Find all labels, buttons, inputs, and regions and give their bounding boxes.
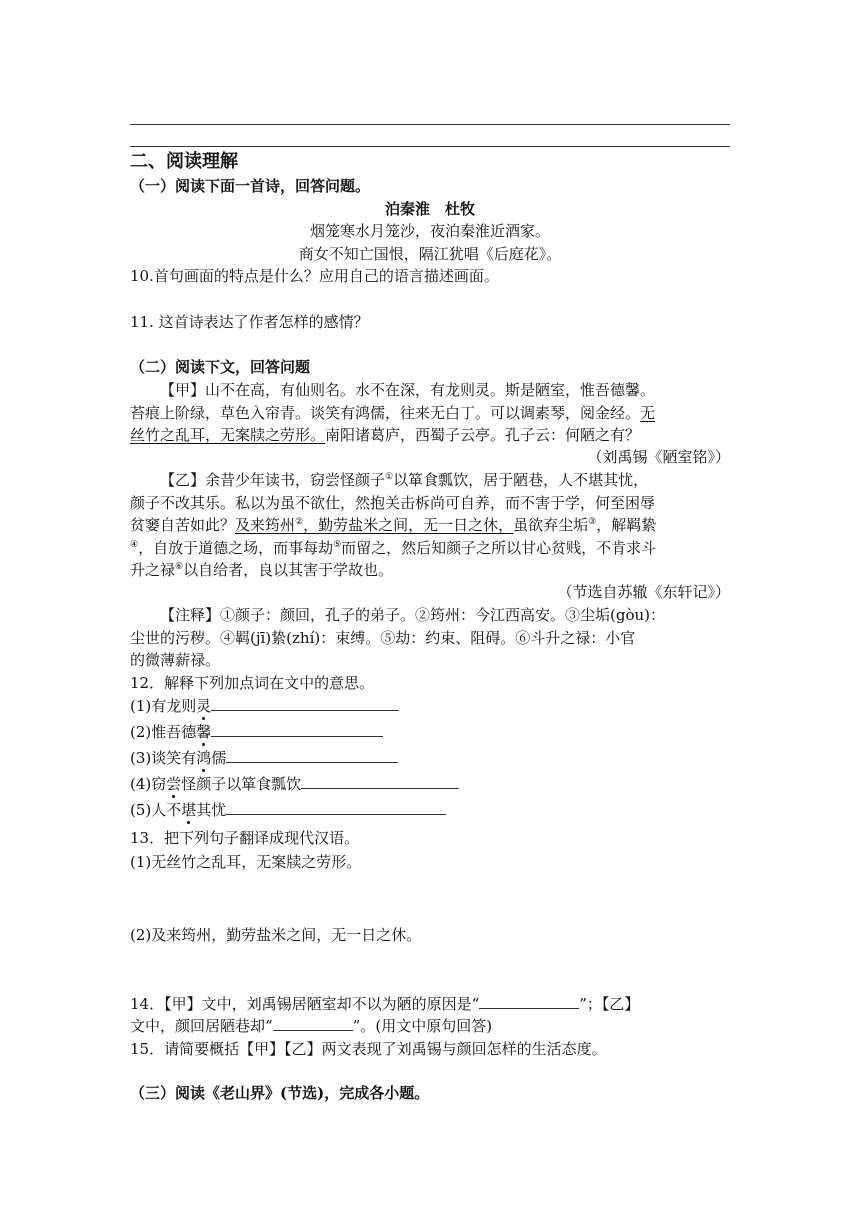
yi-line-4 bbox=[130, 537, 730, 559]
part1-heading: （一）阅读下面一首诗，回答问题。 bbox=[130, 177, 371, 195]
q14-text-d: ”。(用文中原句回答) bbox=[352, 1017, 493, 1035]
question-14-line-1 bbox=[130, 993, 730, 1015]
answer-blank[interactable] bbox=[211, 722, 383, 737]
jia-line-3-text: 南阳诸葛庐，西蜀子云亭。孔子云：何陋之有？ bbox=[325, 426, 641, 444]
yi-line-3-c: ，解羁絷 bbox=[596, 516, 657, 534]
yi-line-5-a: 升之禄 bbox=[130, 561, 176, 579]
yi-line-5 bbox=[130, 559, 730, 581]
jia-line-3 bbox=[130, 424, 730, 446]
yi-line-3-a: 贫窭自苦如此？ bbox=[130, 516, 236, 534]
q12-item-1 bbox=[130, 695, 730, 717]
jia-underlined-start: 无 bbox=[640, 404, 656, 422]
footnote-mark-6: ⑥ bbox=[175, 562, 184, 572]
poem-title: 泊秦淮 杜牧 bbox=[384, 200, 475, 218]
notes-line-1: 【注释】①颜子：颜回，孔子的弟子。②筠州：今江西高安。③尘垢(gòu)： bbox=[160, 606, 666, 624]
yi-line-5-b: 以自给者，良以其害于学故也。 bbox=[183, 561, 394, 579]
q12-item-4-pre: (4)窃 bbox=[130, 775, 167, 793]
q12-item-1-pre: (1)有龙则 bbox=[130, 697, 197, 715]
jia-line-2-text: 苔痕上阶绿，草色入帘青。谈笑有鸿儒，往来无白丁。可以调素琴，阅金经。 bbox=[130, 404, 641, 422]
jia-source: （刘禹锡《陋室铭》） bbox=[587, 448, 730, 466]
answer-blank[interactable] bbox=[273, 1016, 353, 1031]
q12-item-2-pre: (2)惟吾德 bbox=[130, 723, 197, 741]
yi-line-1-a: 【乙】余昔少年读书，窃尝怪颜子 bbox=[160, 471, 386, 489]
answer-blank[interactable] bbox=[301, 774, 459, 789]
question-15: 15．请简要概括【甲】【乙】两文表现了刘禹锡与颜回怎样的生活态度。 bbox=[130, 1040, 607, 1058]
q13-sentence-1: (1)无丝竹之乱耳，无案牍之劳形。 bbox=[130, 853, 362, 871]
yi-underlined-1: 及来筠州 bbox=[235, 516, 296, 534]
yi-line-1-b: 以箪食瓢饮，居于陋巷，人不堪其忧， bbox=[393, 471, 649, 489]
answer-blank[interactable] bbox=[211, 696, 399, 711]
yi-underlined-sentence bbox=[235, 516, 513, 534]
q12-item-5-post: 其忧 bbox=[196, 801, 227, 819]
dotted-word: 灵 bbox=[196, 697, 212, 715]
q14-text-a: 14．【甲】文中，刘禹锡居陋室却不以为陋的原因是“ bbox=[130, 995, 480, 1013]
footnote-mark-3: ③ bbox=[588, 517, 597, 527]
jia-line-1: 【甲】山不在高，有仙则名。水不在深，有龙则灵。斯是陋室，惟吾德馨。 bbox=[160, 381, 656, 399]
yi-underlined-2: ，勤劳盐米之间，无一日之休， bbox=[303, 516, 514, 534]
yi-line-2: 颜子不改其乐。私以为虽不欲仕，然抱关击柝尚可自养，而不害于学，何至困辱 bbox=[130, 494, 656, 512]
poem-line-2: 商女不知亡国恨，隔江犹唱《后庭花》。 bbox=[298, 245, 562, 263]
q12-item-3 bbox=[130, 747, 730, 769]
q12-item-3-pre: (3)谈笑有 bbox=[130, 749, 197, 767]
footnote-mark-1: ① bbox=[385, 472, 394, 482]
q14-text-b: ”；【乙】 bbox=[579, 995, 640, 1013]
question-13: 13．把下列句子翻译成现代汉语。 bbox=[130, 829, 360, 847]
yi-line-3 bbox=[130, 514, 730, 536]
yi-line-3-b: 虽欲弃尘垢 bbox=[513, 516, 589, 534]
jia-line-2 bbox=[130, 402, 730, 424]
q12-item-2 bbox=[130, 721, 730, 743]
answer-blank[interactable] bbox=[226, 748, 398, 763]
question-11: 11. 这首诗表达了作者怎样的感情？ bbox=[130, 313, 369, 331]
footnote-mark-5: ⑤ bbox=[333, 540, 342, 550]
top-rule-2 bbox=[130, 146, 730, 147]
notes-line-2: 尘世的污秽。④羁(jī)絷(zhí)：束缚。⑤劫：约束、阻碍。⑥斗升之禄：小官 bbox=[130, 629, 636, 647]
notes-line-3: 的微薄薪禄。 bbox=[130, 651, 221, 669]
dotted-word: 鸿 bbox=[196, 749, 212, 767]
q12-item-4 bbox=[130, 773, 730, 795]
poem-line-1: 烟笼寒水月笼沙，夜泊秦淮近酒家。 bbox=[309, 222, 550, 240]
q13-sentence-2: (2)及来筠州，勤劳盐米之间，无一日之休。 bbox=[130, 926, 422, 944]
yi-line-4-b: 而留之，然后知颜子之所以甘心贫贱，不肯求斗 bbox=[341, 539, 657, 557]
answer-blank[interactable] bbox=[226, 800, 446, 815]
yi-line-1 bbox=[130, 469, 730, 491]
section-title: 二、阅读理解 bbox=[130, 151, 238, 172]
part2-heading: （二）阅读下文，回答问题 bbox=[130, 358, 311, 376]
question-10: 10.首句画面的特点是什么？应用自己的语言描述画面。 bbox=[130, 267, 499, 285]
q12-item-3-post: 儒 bbox=[211, 749, 227, 767]
q12-item-5-pre: (5)人不 bbox=[130, 801, 182, 819]
q12-item-5 bbox=[130, 799, 730, 821]
dotted-word: 尝 bbox=[166, 775, 182, 793]
dotted-word: 堪 bbox=[181, 801, 197, 819]
yi-source: （节选自苏辙《东轩记》） bbox=[557, 583, 730, 601]
footnote-mark-2: ② bbox=[295, 517, 304, 527]
q14-text-c: 文中，颜回居陋巷却“ bbox=[130, 1017, 273, 1035]
answer-blank[interactable] bbox=[479, 994, 579, 1009]
jia-underlined-sentence: 丝竹之乱耳，无案牍之劳形。 bbox=[130, 426, 326, 444]
footnote-mark-4: ④ bbox=[130, 540, 139, 550]
part3-heading: （三）阅读《老山界》(节选)，完成各小题。 bbox=[130, 1084, 430, 1102]
question-14-line-2 bbox=[130, 1015, 730, 1037]
yi-line-4-a: ，自放于道德之场，而事每劫 bbox=[138, 539, 334, 557]
question-12: 12．解释下列加点词在文中的意思。 bbox=[130, 674, 375, 692]
top-rule-1 bbox=[130, 124, 730, 125]
dotted-word: 馨 bbox=[196, 723, 212, 741]
q12-item-4-post: 怪颜子以箪食瓢饮 bbox=[181, 775, 302, 793]
